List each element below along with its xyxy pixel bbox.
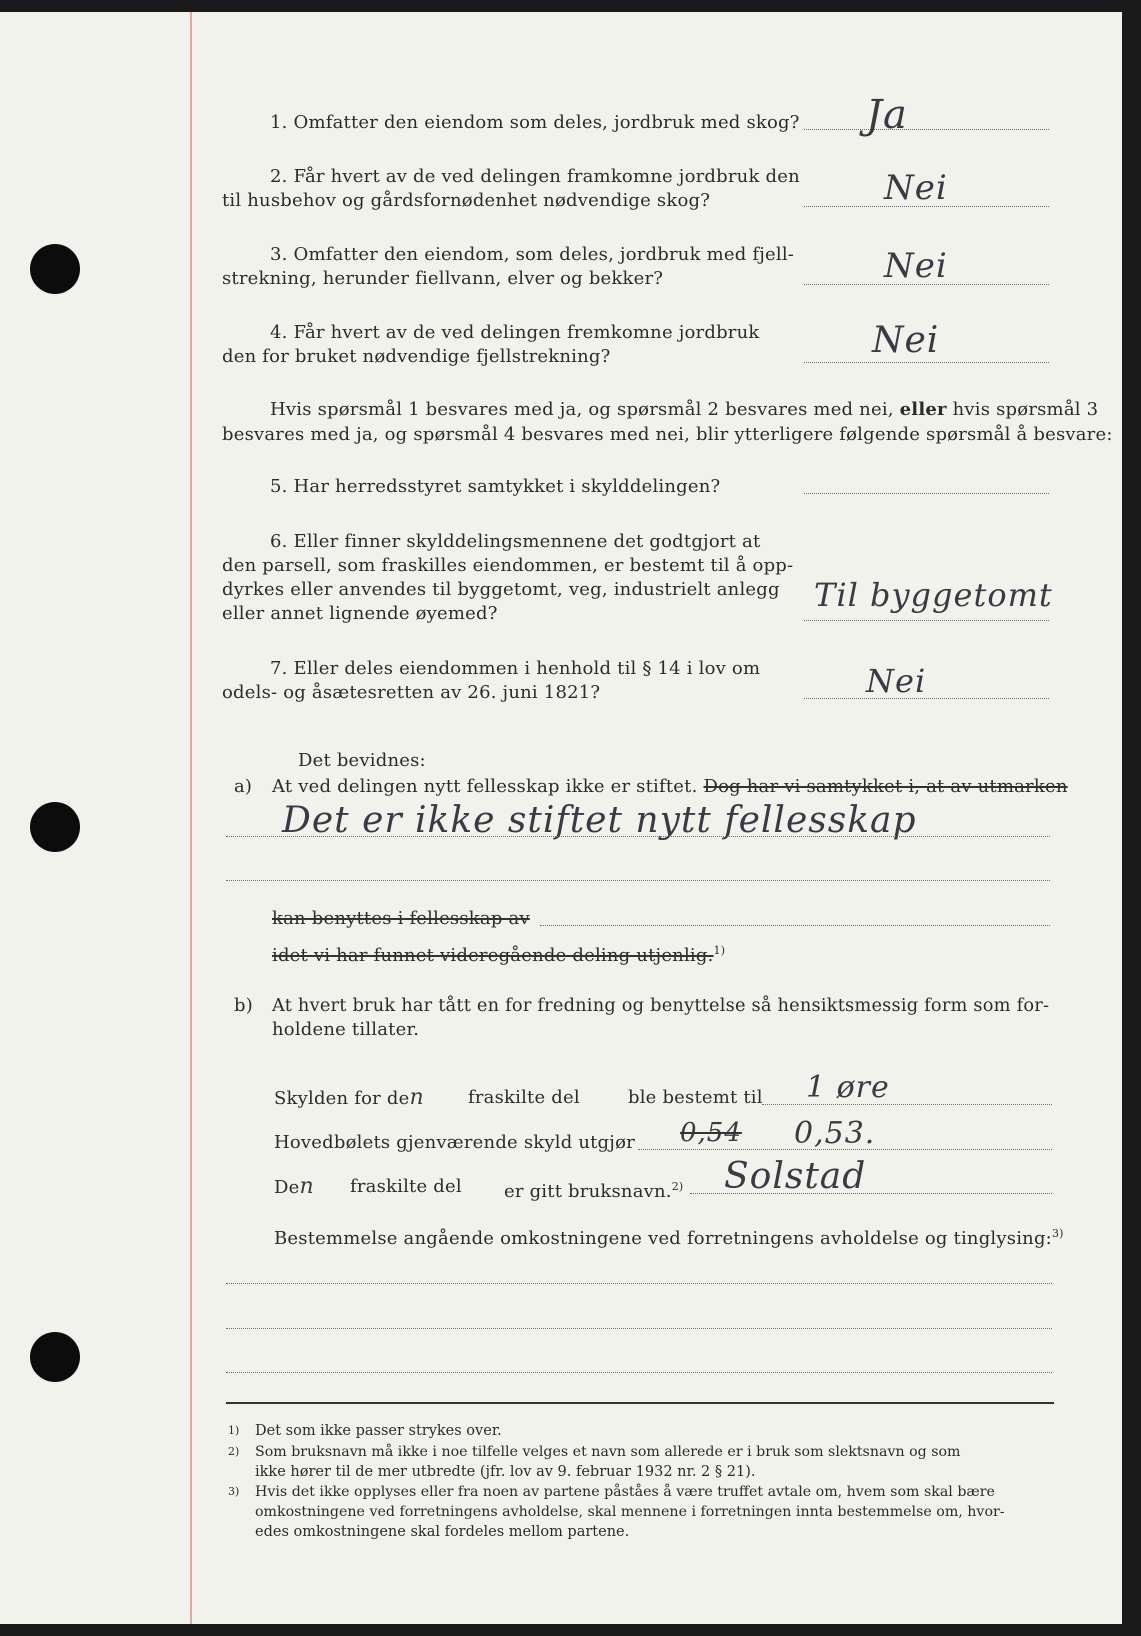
skyld-line-4: Bestemmelse angående omkostningene ved forretningens avholdelse og tinglysing:$^{3)}$ xyxy=(274,1227,1064,1249)
footnote-mark: 3) xyxy=(228,1485,240,1498)
handwritten-answer-7: Nei xyxy=(866,662,927,700)
writing-line xyxy=(226,1372,1052,1373)
writing-line xyxy=(226,880,1050,881)
handwritten-answer-4: Nei xyxy=(872,320,940,361)
margin-line xyxy=(190,12,192,1624)
item-b-label: b) xyxy=(234,995,253,1016)
answer-line xyxy=(804,698,1049,699)
question-6: 6. Eller finner skylddelingsmennene det godtgjort at xyxy=(270,531,761,552)
answer-line xyxy=(804,493,1049,494)
handwritten-answer-3: Nei xyxy=(884,246,948,286)
writing-line xyxy=(226,836,1050,837)
item-b-line2: holdene tillater. xyxy=(272,1019,420,1040)
handwritten-bruksnavn: Solstad xyxy=(724,1156,867,1197)
question-2-line2: til husbehov og gårdsfornødenhet nødvendige skog? xyxy=(222,190,711,211)
answer-line xyxy=(804,620,1049,621)
punch-hole xyxy=(30,1332,80,1382)
struck-text-1: kan benyttes i fellesskap av xyxy=(272,908,530,929)
condition-line-1: Hvis spørsmål 1 besvares med ja, og spørsmål 2 besvares med nei, eller hvis spørsmål 3 xyxy=(270,399,1099,420)
footnote-2-line1: Som bruksnavn må ikke i noe tilfelle velges et navn som allerede er i bruk som slektsnavn og som xyxy=(255,1444,961,1460)
footnote-3-line2: omkostningene ved forretningens avholdelse, skal mennene i forretningen innta bestemmelse om, hvor- xyxy=(255,1504,1005,1520)
footnote-mark: 1) xyxy=(228,1424,240,1437)
skyld-line-1: Skylden for den xyxy=(274,1085,425,1110)
question-4: 4. Får hvert av de ved delingen fremkomne jordbruk xyxy=(270,322,760,343)
question-7: 7. Eller deles eiendommen i henhold til § 14 i lov om xyxy=(270,658,761,679)
footnote-rule xyxy=(226,1402,1054,1404)
footnote-3-line3: edes omkostningene skal fordeles mellom partene. xyxy=(255,1524,630,1540)
bevidnes-heading: Det bevidnes: xyxy=(298,750,426,771)
writing-line xyxy=(226,1283,1052,1284)
handwritten-struck-value: 0,54 xyxy=(680,1118,742,1148)
writing-line xyxy=(540,925,1050,926)
question-5: 5. Har herredsstyret samtykket i skylddelingen? xyxy=(270,476,721,497)
answer-line xyxy=(804,362,1049,363)
skyld-line-3-c: er gitt bruksnavn.$^{2)}$ xyxy=(504,1180,684,1202)
item-b-line1: At hvert bruk har tått en for fredning og benyttelse så hensiktsmessig form som for- xyxy=(272,995,1050,1016)
item-a-text: At ved delingen nytt fellesskap ikke er stiftet. Dog har vi samtykket i, at av utmarken xyxy=(272,776,1068,797)
struck-text-2: idet vi har funnet videregående deling utjenlig.$^{1)}$ xyxy=(272,944,726,966)
handwritten-skyld-value: 1 øre xyxy=(806,1070,890,1105)
question-6-line3: dyrkes eller anvendes til byggetomt, veg, industrielt anlegg xyxy=(222,579,780,600)
footnote-1: Det som ikke passer strykes over. xyxy=(255,1423,502,1439)
footnote-3-line1: Hvis det ikke opplyses eller fra noen av partene påståes å være truffet avtale om, hvem som skal bære xyxy=(255,1484,995,1500)
handwritten-answer-6: Til byggetomt xyxy=(814,576,1053,614)
handwritten-fellesskap: Det er ikke stiftet nytt fellesskap xyxy=(282,800,917,841)
answer-line xyxy=(804,129,1049,130)
question-7-line2: odels- og åsætesretten av 26. juni 1821? xyxy=(222,682,601,703)
skyld-line-1-b: fraskilte del xyxy=(468,1087,580,1108)
item-a-label: a) xyxy=(234,776,253,797)
question-6-line2: den parsell, som fraskilles eiendommen, er bestemt til å opp- xyxy=(222,555,794,576)
question-1: 1. Omfatter den eiendom som deles, jordbruk med skog? xyxy=(270,112,800,133)
question-4-line2: den for bruket nødvendige fjellstrekning? xyxy=(222,346,611,367)
skyld-line-3: Den xyxy=(274,1174,315,1199)
punch-hole xyxy=(30,802,80,852)
question-3-line2: strekning, herunder fiellvann, elver og bekker? xyxy=(222,268,664,289)
question-3: 3. Omfatter den eiendom, som deles, jordbruk med fjell- xyxy=(270,244,795,265)
skyld-line-2: Hovedbølets gjenværende skyld utgjør xyxy=(274,1132,635,1153)
handwritten-skyld-remaining: 0,53. xyxy=(794,1116,876,1151)
footnote-mark: 2) xyxy=(228,1445,240,1458)
handwritten-answer-1: Ja xyxy=(866,92,908,138)
question-6-line4: eller annet lignende øyemed? xyxy=(222,603,498,624)
condition-line-2: besvares med ja, og spørsmål 4 besvares med nei, blir ytterligere følgende spørsmål å besvare: xyxy=(222,424,1113,445)
handwritten-answer-2: Nei xyxy=(884,168,948,208)
writing-line xyxy=(226,1328,1052,1329)
skyld-line-1-c: ble bestemt til xyxy=(628,1087,763,1108)
punch-hole xyxy=(30,244,80,294)
skyld-line-3-b: fraskilte del xyxy=(350,1176,462,1197)
footnote-2-line2: ikke hører til de mer utbredte (jfr. lov av 9. februar 1932 nr. 2 § 21). xyxy=(255,1464,756,1480)
question-2: 2. Får hvert av de ved delingen framkomne jordbruk den xyxy=(270,166,800,187)
